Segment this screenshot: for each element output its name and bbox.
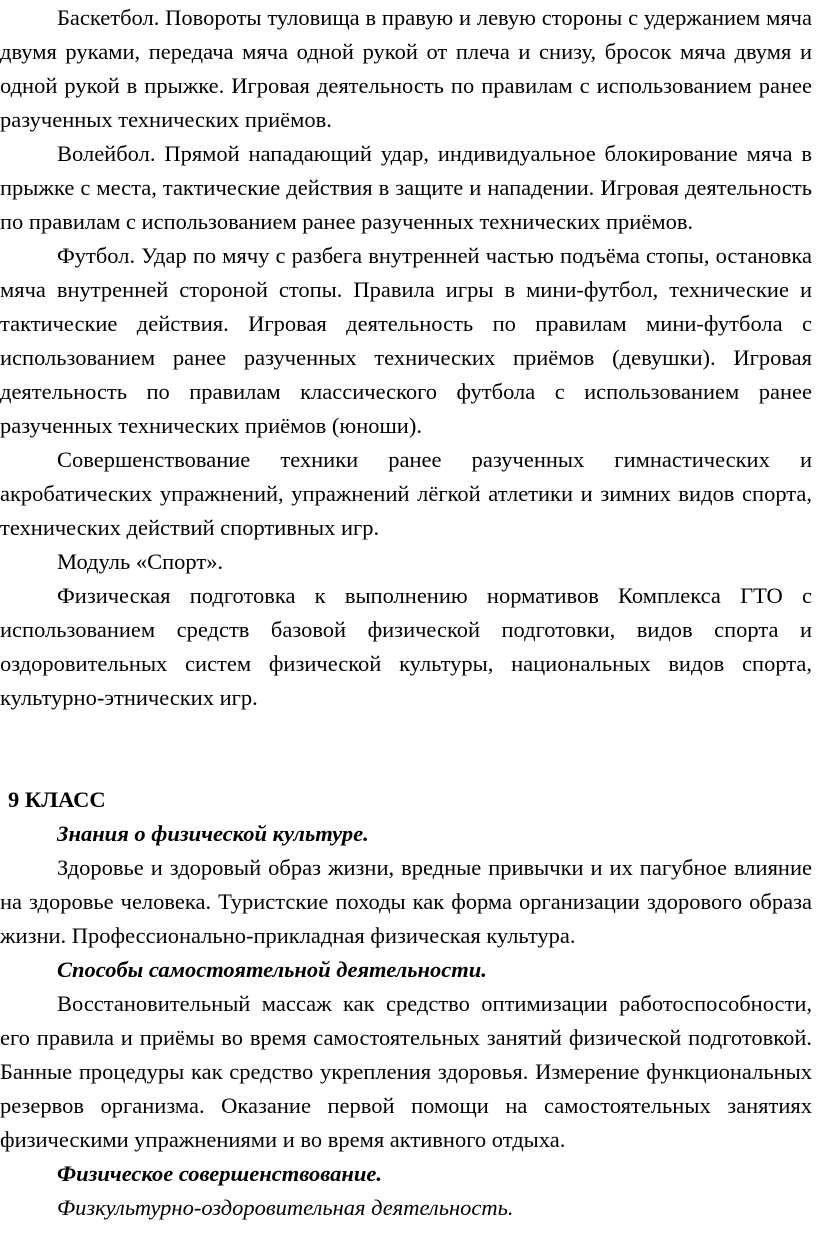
improvement-subheading: Физическое совершенствование. xyxy=(57,1161,382,1186)
knowledge-subheading: Знания о физической культуре. xyxy=(57,821,369,846)
health-activity-subheading: Физкультурно-оздоровительная деятельность. xyxy=(57,1195,514,1220)
grade-heading: 9 КЛАСС xyxy=(8,787,106,812)
paragraph-module-sport: Модуль «Спорт». xyxy=(57,549,224,574)
paragraph-basketball: Баскетбол. Повороты туловища в правую и левую стороны с удержанием мяча двумя руками, передача мяча одной рукой от плеча и снизу, бросок мяча двумя и одной рукой в прыжке. Игровая деятельность по правилам с использованием ранее разученных технических приёмов. xyxy=(0,5,812,132)
paragraph-gto-preparation: Физическая подготовка к выполнению нормативов Комплекса ГТО с использованием средств базовой физической подготовки, видов спорта и оздоровительных систем физической культуры, национальных видов спорта, культурно-этнических игр. xyxy=(0,583,812,710)
paragraph-knowledge: Здоровье и здоровый образ жизни, вредные привычки и их пагубное влияние на здоровье человека. Туристские походы как форма организации здорового образа жизни. Профессионально-прикладная физическая культура. xyxy=(0,855,812,948)
paragraph-football: Футбол. Удар по мячу с разбега внутренней частью подъёма стопы, остановка мяча внутренней стороной стопы. Правила игры в мини-футбол, технические и тактические действия. Игровая деятельность по правилам мини-футбола с использованием ранее разученных технических приёмов (девушки). Игровая деятельность по правилам классического футбола с использованием ранее разученных технических приёмов (юноши). xyxy=(0,243,812,438)
paragraph-technique-improvement: Совершенствование техники ранее разученных гимнастических и акробатических упражнений, упражнений лёгкой атлетики и зимних видов спорта, технических действий спортивных игр. xyxy=(0,447,812,540)
section-spacer xyxy=(0,715,812,783)
paragraph-methods: Восстановительный массаж как средство оптимизации работоспособности, его правила и приёмы во время самостоятельных занятий физической подготовкой. Банные процедуры как средство укрепления здоровья. Измерение функциональных резервов организма. Оказание первой помощи на самостоятельных занятиях физическими упражнениями и во время активного отдыха. xyxy=(0,991,812,1152)
methods-subheading: Способы самостоятельной деятельности. xyxy=(57,957,487,982)
paragraph-volleyball: Волейбол. Прямой нападающий удар, индивидуальное блокирование мяча в прыжке с места, тактические действия в защите и нападении. Игровая деятельность по правилам с использованием ранее разученных технических приёмов. xyxy=(0,141,812,234)
